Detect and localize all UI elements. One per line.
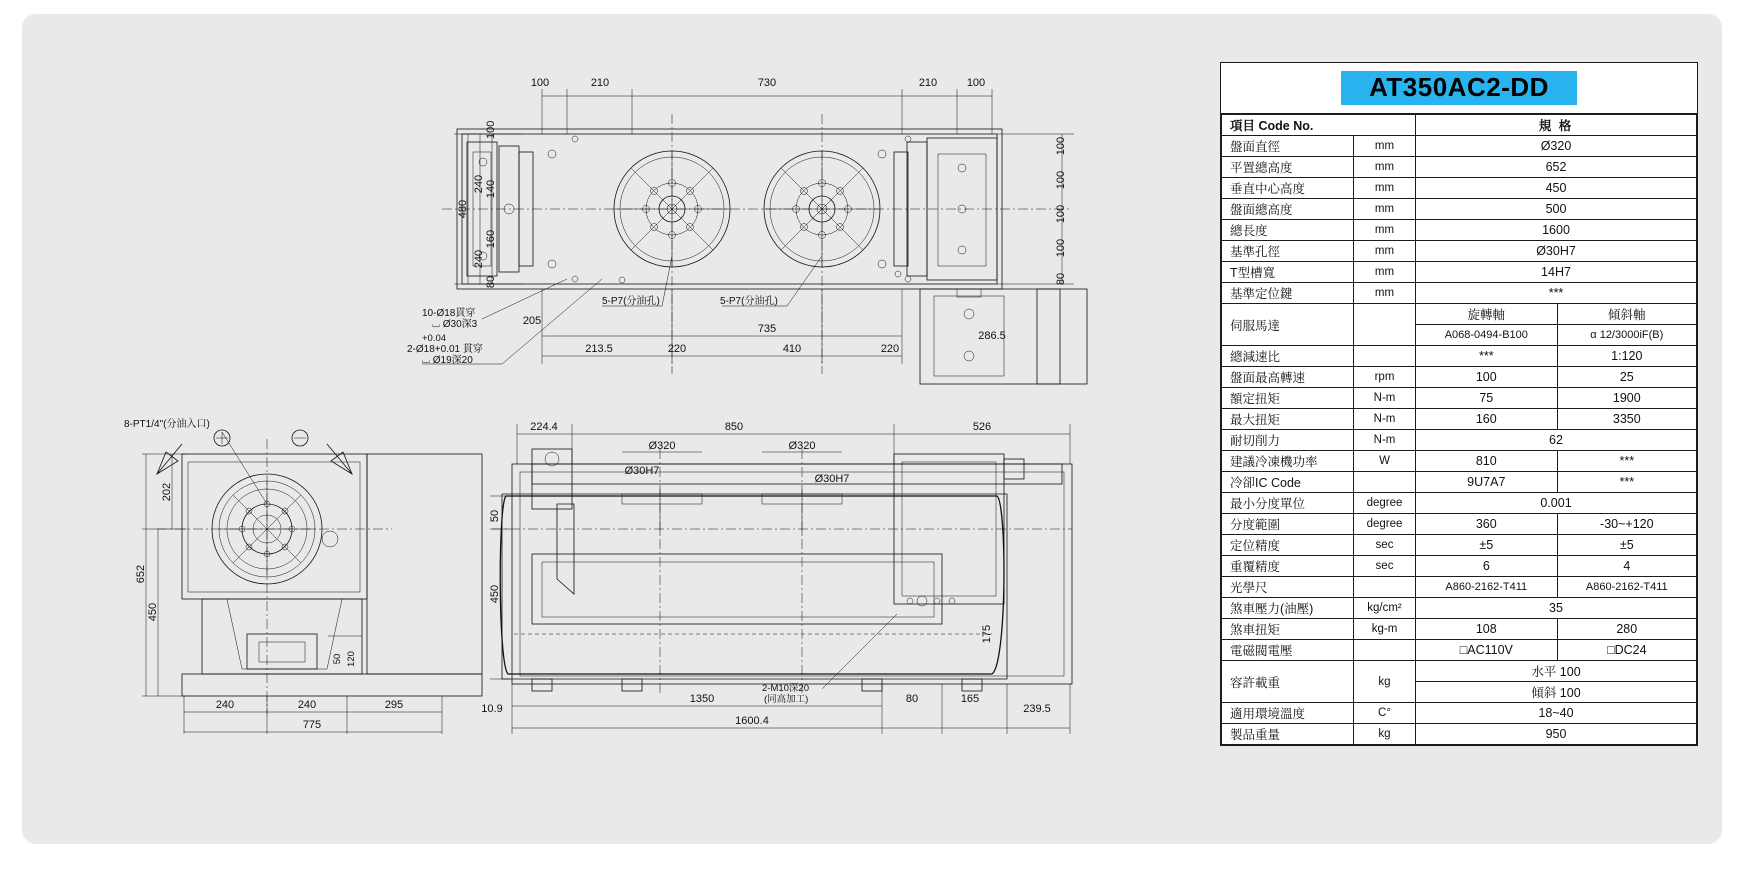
drawing-sheet [22, 14, 1722, 844]
note-2-hole: 2-Ø18+0.01 貫穿 [407, 344, 483, 355]
row-value: 14H7 [1416, 262, 1697, 283]
row-item: 額定扭矩 [1222, 388, 1354, 409]
row-item: 冷卻IC Code [1222, 472, 1354, 493]
dim-bot-220: 220 [667, 343, 687, 355]
row-unit: kg [1354, 661, 1416, 703]
dim-left-4: 480 [457, 199, 469, 219]
note-m10-line1: 2-M10深20 [762, 683, 809, 694]
row-value-tilt: 280 [1557, 619, 1696, 640]
row-value-rotary: 9U7A7 [1416, 472, 1558, 493]
row-value: 18~40 [1416, 703, 1697, 724]
dim-left-1: 100 [485, 120, 497, 139]
dim-left-6: 240 [473, 249, 485, 269]
row-value-tilt: -30~+120 [1557, 514, 1696, 535]
dim-lv-240a: 240 [215, 699, 235, 711]
row-item: 分度範圍 [1222, 514, 1354, 535]
row-unit: mm [1354, 157, 1416, 178]
row-value: 0.001 [1416, 493, 1697, 514]
row-item: 煞車扭矩 [1222, 619, 1354, 640]
row-item: 定位精度 [1222, 535, 1354, 556]
note-2-hole-depth: ⌴ Ø19深20 [422, 355, 473, 366]
row-item: 總減速比 [1222, 346, 1354, 367]
note-oil-inlet: 8-PT1/4"(分油入口) [124, 419, 210, 430]
row-unit: C° [1354, 703, 1416, 724]
note-5p7-left: 5-P7(分油孔) [602, 296, 660, 307]
row-value-tilt: 傾斜 100 [1416, 682, 1697, 703]
row-item: 製品重量 [1222, 724, 1354, 745]
row-unit: kg [1354, 724, 1416, 745]
row-unit: mm [1354, 199, 1416, 220]
row-item: 平置總高度 [1222, 157, 1354, 178]
table-row [1222, 157, 1697, 178]
technical-drawing [62, 34, 1212, 824]
table-row [1222, 598, 1697, 619]
dim-fv-80: 80 [905, 693, 919, 705]
table-row [1222, 514, 1697, 535]
header-spec: 規 格 [1416, 115, 1697, 136]
top-view [407, 77, 1087, 384]
row-value: 450 [1416, 178, 1697, 199]
header-item: 項目 Code No. [1222, 115, 1416, 136]
row-value: 1600 [1416, 220, 1697, 241]
row-unit: W [1354, 451, 1416, 472]
dim-top-3: 730 [757, 77, 777, 89]
dim-left-7: 80 [485, 275, 497, 289]
row-unit: N-m [1354, 409, 1416, 430]
table-row [1222, 178, 1697, 199]
dim-fv-1350: 1350 [689, 693, 715, 705]
left-side-view [124, 417, 482, 734]
row-unit: mm [1354, 178, 1416, 199]
axis-header-rotary: 旋轉軸 [1416, 304, 1558, 325]
row-unit: N-m [1354, 388, 1416, 409]
dim-fv-d320b: Ø320 [788, 440, 816, 452]
row-item: 伺服馬達 [1222, 304, 1354, 346]
row-value-horizontal: 水平 100 [1416, 661, 1697, 682]
row-unit [1354, 346, 1416, 367]
dim-right-5: 80 [1055, 272, 1067, 286]
table-row [1222, 724, 1697, 745]
row-unit: kg-m [1354, 619, 1416, 640]
table-row [1222, 409, 1697, 430]
row-item: 容許載重 [1222, 661, 1354, 703]
row-value-rotary: □AC110V [1416, 640, 1558, 661]
row-value-tilt: α 12/3000iF(B) [1557, 325, 1696, 346]
row-value-tilt: *** [1557, 472, 1696, 493]
dim-left-3: 140 [485, 179, 497, 199]
dim-fv-165: 165 [960, 693, 980, 705]
dim-top-2: 210 [590, 77, 610, 89]
row-value: Ø30H7 [1416, 241, 1697, 262]
table-row [1222, 136, 1697, 157]
row-value: 62 [1416, 430, 1697, 451]
dim-left-202: 202 [161, 482, 173, 502]
dim-left-2: 240 [473, 174, 485, 194]
table-row [1222, 430, 1697, 451]
table-row [1222, 493, 1697, 514]
row-item: T型槽寬 [1222, 262, 1354, 283]
spec-table-grid [1221, 114, 1697, 745]
dim-bot-213: 213.5 [585, 343, 613, 355]
row-item: 最小分度單位 [1222, 493, 1354, 514]
dim-top-5: 100 [966, 77, 986, 89]
dim-fv-175: 175 [981, 624, 993, 644]
row-value-tilt: 4 [1557, 556, 1696, 577]
table-row [1222, 451, 1697, 472]
dim-fv-109: 10.9 [481, 703, 503, 715]
dim-fv-d30h7b: Ø30H7 [814, 473, 850, 485]
row-unit: degree [1354, 493, 1416, 514]
dim-top-4: 210 [918, 77, 938, 89]
row-value: 950 [1416, 724, 1697, 745]
row-unit [1354, 577, 1416, 598]
row-value: 500 [1416, 199, 1697, 220]
table-row [1222, 640, 1697, 661]
dim-right-1: 100 [1055, 136, 1067, 156]
row-value-rotary: 100 [1416, 367, 1558, 388]
table-row [1222, 472, 1697, 493]
table-row [1222, 283, 1697, 304]
dim-fv-850: 850 [724, 421, 744, 433]
table-row [1222, 703, 1697, 724]
dim-fv-2244: 224.4 [530, 421, 558, 433]
row-item: 光學尺 [1222, 577, 1354, 598]
dim-fv-450: 450 [489, 584, 501, 604]
row-value-rotary: 810 [1416, 451, 1558, 472]
row-value: Ø320 [1416, 136, 1697, 157]
table-row [1222, 241, 1697, 262]
front-view [481, 421, 1072, 734]
row-value-tilt: *** [1557, 451, 1696, 472]
row-item: 建議冷凍機功率 [1222, 451, 1354, 472]
row-value-tilt: 3350 [1557, 409, 1696, 430]
axis-header-tilt: 傾斜軸 [1557, 304, 1696, 325]
row-unit: mm [1354, 136, 1416, 157]
table-row [1222, 220, 1697, 241]
row-value: 652 [1416, 157, 1697, 178]
note-tol-upper: +0.04 [422, 333, 447, 344]
specification-table [1220, 62, 1698, 746]
table-row-axis-header [1222, 304, 1697, 325]
table-row [1222, 619, 1697, 640]
dim-fv-526: 526 [972, 421, 992, 433]
row-value: *** [1416, 283, 1697, 304]
dim-fv-d320a: Ø320 [648, 440, 676, 452]
row-item: 基準定位鍵 [1222, 283, 1354, 304]
dim-fv-16004: 1600.4 [735, 715, 769, 727]
row-item: 盤面總高度 [1222, 199, 1354, 220]
dim-right-4: 100 [1055, 238, 1067, 258]
table-row [1222, 535, 1697, 556]
row-value-rotary: A860-2162-T411 [1416, 577, 1558, 598]
row-value-rotary: A068-0494-B100 [1416, 325, 1558, 346]
table-row [1222, 388, 1697, 409]
row-item: 電磁閥電壓 [1222, 640, 1354, 661]
note-5p7-right: 5-P7(分油孔) [720, 296, 778, 307]
table-row [1222, 262, 1697, 283]
row-item: 垂直中心高度 [1222, 178, 1354, 199]
row-unit: degree [1354, 514, 1416, 535]
row-item: 重覆精度 [1222, 556, 1354, 577]
row-unit [1354, 640, 1416, 661]
row-unit: mm [1354, 283, 1416, 304]
note-10-hole: 10-Ø18貫穿 [422, 308, 476, 319]
row-value-tilt: ±5 [1557, 535, 1696, 556]
row-item: 基準孔徑 [1222, 241, 1354, 262]
row-unit: N-m [1354, 430, 1416, 451]
row-value-tilt: □DC24 [1557, 640, 1696, 661]
table-row [1222, 556, 1697, 577]
row-unit: rpm [1354, 367, 1416, 388]
dim-left-50: 50 [332, 653, 343, 665]
row-unit: sec [1354, 556, 1416, 577]
dim-bot-2865: 286.5 [978, 330, 1006, 342]
table-row [1222, 367, 1697, 388]
dim-top-1: 100 [530, 77, 550, 89]
row-value-rotary: 108 [1416, 619, 1558, 640]
row-unit: mm [1354, 241, 1416, 262]
row-value-tilt: 25 [1557, 367, 1696, 388]
dim-right-3: 100 [1055, 204, 1067, 224]
row-item: 適用環境溫度 [1222, 703, 1354, 724]
dim-left-5: 160 [485, 229, 497, 249]
row-item: 最大扭矩 [1222, 409, 1354, 430]
drawing-svg [62, 34, 1212, 824]
dim-fv-d30h7a: Ø30H7 [624, 465, 660, 477]
row-value-tilt: A860-2162-T411 [1557, 577, 1696, 598]
table-row [1222, 577, 1697, 598]
dim-bot-220b: 220 [880, 343, 900, 355]
row-unit [1354, 472, 1416, 493]
row-value-tilt: 1900 [1557, 388, 1696, 409]
row-unit: mm [1354, 262, 1416, 283]
dim-bot-735: 735 [757, 323, 777, 335]
table-header-row [1222, 115, 1697, 136]
row-value-rotary: 360 [1416, 514, 1558, 535]
dim-right-2: 100 [1055, 170, 1067, 190]
row-unit: mm [1354, 220, 1416, 241]
row-value-rotary: ±5 [1416, 535, 1558, 556]
dim-left-652: 652 [135, 564, 147, 584]
row-item: 總長度 [1222, 220, 1354, 241]
dim-fv-2395: 239.5 [1023, 703, 1051, 715]
table-row [1222, 199, 1697, 220]
dim-bot-410: 410 [782, 343, 802, 355]
row-value-rotary: 160 [1416, 409, 1558, 430]
row-value-rotary: 75 [1416, 388, 1558, 409]
model-header [1221, 63, 1697, 114]
row-value-rotary: 6 [1416, 556, 1558, 577]
row-item: 盤面直徑 [1222, 136, 1354, 157]
dim-left-450: 450 [147, 602, 159, 622]
dim-left-120: 120 [346, 651, 357, 667]
dim-lv-240b: 240 [297, 699, 317, 711]
dim-fv-50: 50 [489, 509, 501, 523]
row-value: 35 [1416, 598, 1697, 619]
row-unit: kg/cm² [1354, 598, 1416, 619]
row-value-tilt: 1:120 [1557, 346, 1696, 367]
dim-bot-205: 205 [522, 315, 542, 327]
row-item: 煞車壓力(油壓) [1222, 598, 1354, 619]
note-m10-line2: (同高加工) [764, 694, 809, 705]
row-unit: sec [1354, 535, 1416, 556]
row-unit [1354, 304, 1416, 346]
table-row-load-horizontal [1222, 661, 1697, 682]
table-row [1222, 346, 1697, 367]
row-item: 耐切削力 [1222, 430, 1354, 451]
note-10-hole-depth: ⌴ Ø30深3 [432, 319, 478, 330]
dim-lv-295: 295 [384, 699, 404, 711]
row-item: 盤面最高轉速 [1222, 367, 1354, 388]
model-name-badge: AT350AC2-DD [1341, 71, 1577, 105]
row-value-rotary: *** [1416, 346, 1558, 367]
dim-lv-775: 775 [302, 719, 322, 731]
